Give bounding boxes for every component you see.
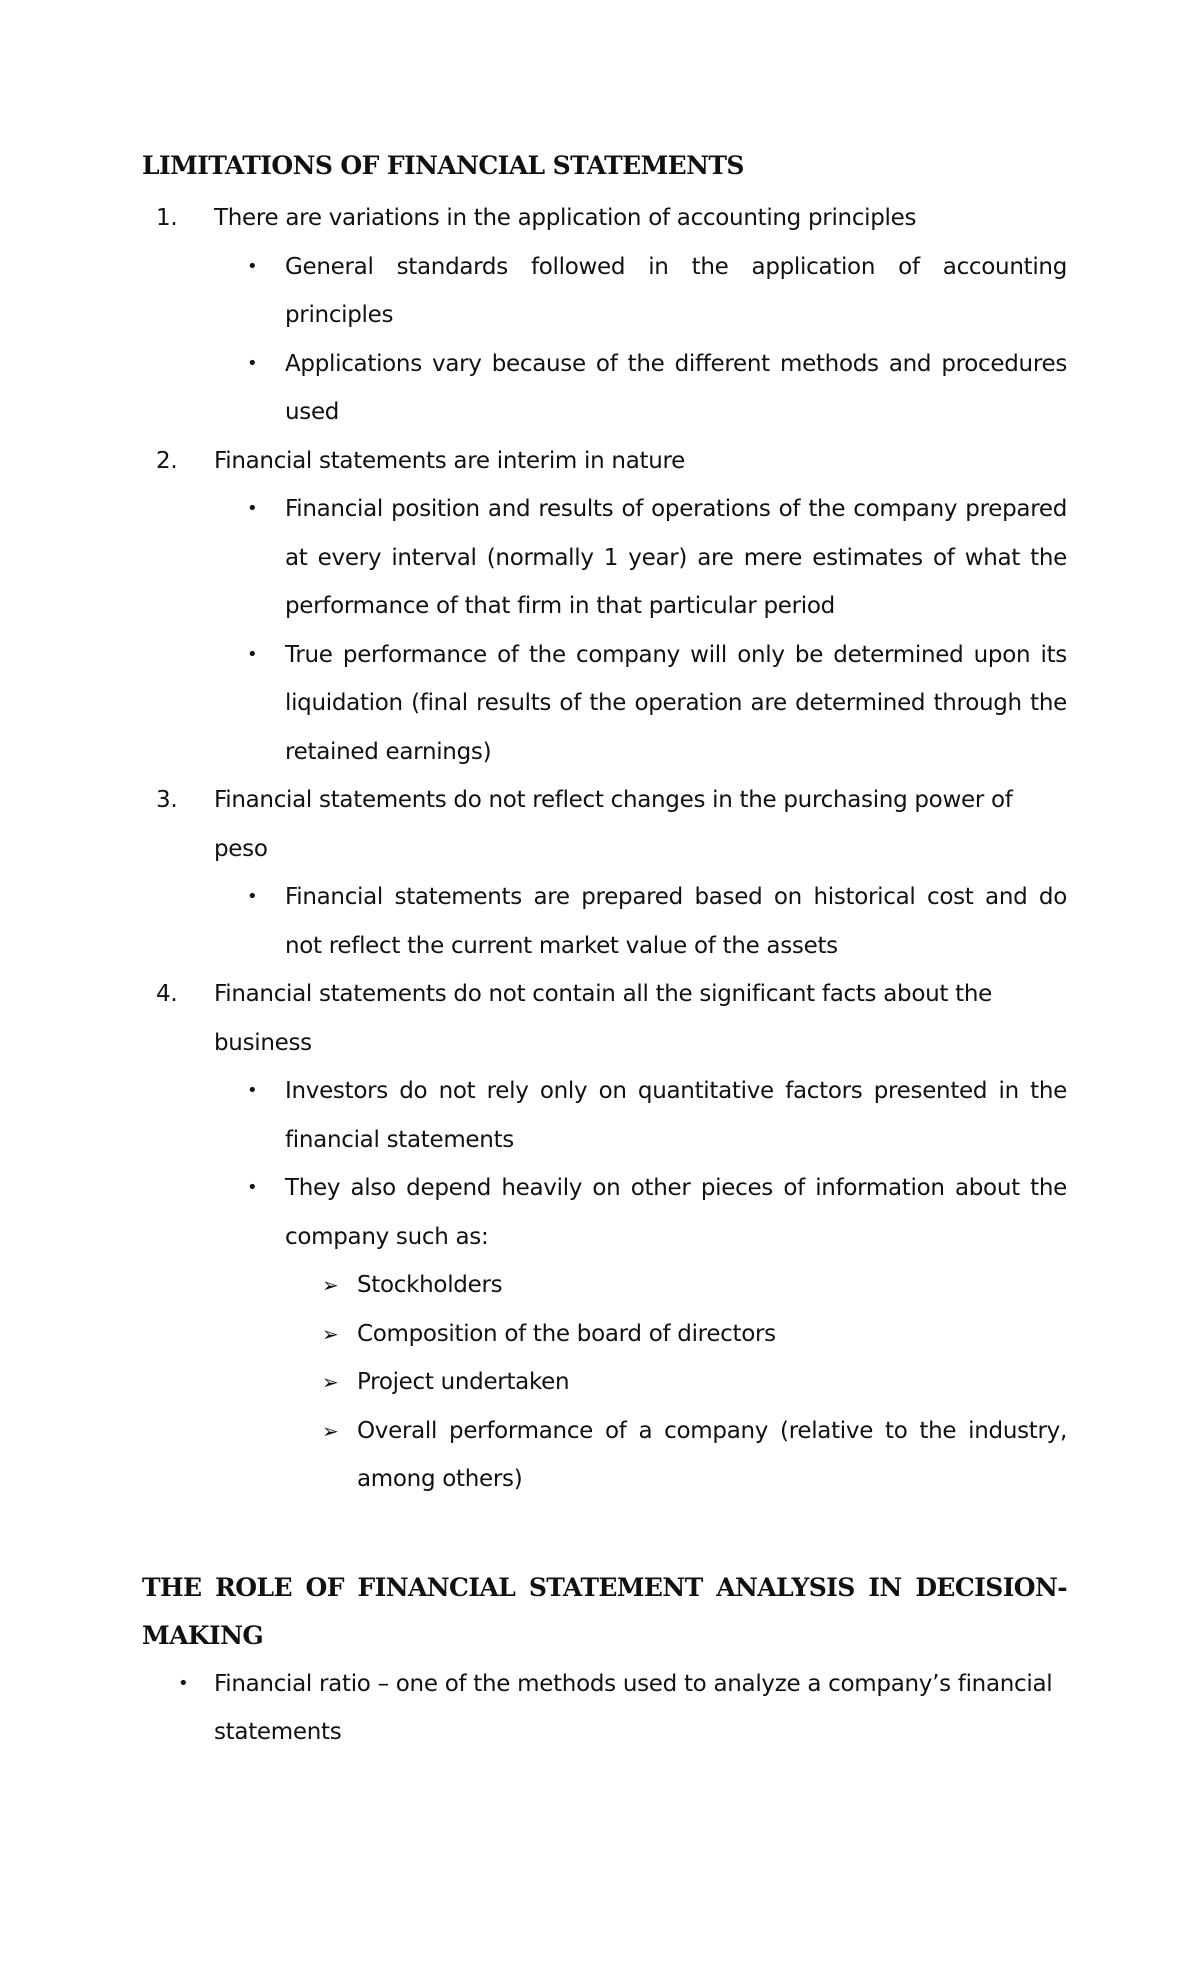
numbered-item-2 <box>142 437 1067 486</box>
sub-item-text: Project undertaken <box>357 1369 570 1395</box>
bullet-icon: • <box>247 255 258 277</box>
bullet-text: Financial position and results of operations of the company prepared at every interval (normally 1 year) are mere estimates of what the performance of that firm in that particular period <box>285 496 1067 619</box>
sub-item-text: Stockholders <box>357 1272 503 1298</box>
bullet-text: They also depend heavily on other pieces of information about the company such as: <box>285 1175 1067 1250</box>
bullet-item <box>142 485 1067 631</box>
bullet-text: Investors do not rely only on quantitative factors presented in the financial statements <box>285 1078 1067 1153</box>
arrow-bullet-icon: ➢ <box>322 1370 339 1394</box>
sub-item-text: Composition of the board of directors <box>357 1320 776 1347</box>
item-text: Financial statements do not contain all the significant facts about the business <box>214 981 992 1056</box>
bullet-icon: • <box>247 1080 258 1101</box>
arrow-bullet-icon: ➢ <box>322 1418 339 1443</box>
bullet-item <box>142 340 1067 437</box>
bullet-item <box>142 1164 1067 1261</box>
arrow-bullet-icon: ➢ <box>322 1321 339 1346</box>
bullet-text: Financial ratio – one of the methods used to analyze a company’s financial statements <box>214 1670 1053 1745</box>
item-number: 2. <box>156 447 178 474</box>
bullet-item <box>142 243 1067 340</box>
bullet-item <box>142 1067 1067 1164</box>
bullet-text: Applications vary because of the different methods and procedures used <box>285 350 1067 425</box>
sub-list-item <box>142 1358 1067 1407</box>
bullet-icon: • <box>178 1672 189 1694</box>
numbered-item-1 <box>142 194 1067 243</box>
arrow-bullet-icon: ➢ <box>322 1273 339 1297</box>
numbered-item-4 <box>142 970 1067 1067</box>
sub-list-item <box>142 1407 1067 1504</box>
section-title-role: THE ROLE OF FINANCIAL STATEMENT ANALYSIS IN DECISION-MAKING <box>142 1572 1067 1650</box>
document-content <box>142 142 1067 1757</box>
item-number: 4. <box>156 981 178 1007</box>
bullet-item <box>142 631 1067 777</box>
sub-list-item <box>142 1310 1067 1359</box>
bullet-icon: • <box>247 352 258 374</box>
sub-list-item <box>142 1261 1067 1310</box>
bullet-text: General standards followed in the application of accounting principles <box>285 253 1067 328</box>
item-number: 3. <box>156 787 178 813</box>
section-title-limitations: LIMITATIONS OF FINANCIAL STATEMENTS <box>142 151 744 180</box>
item-number: 1. <box>156 205 178 231</box>
bullet-text: True performance of the company will only be determined upon its liquidation (final results of the operation are determined through the retained earnings) <box>285 641 1067 765</box>
bullet-icon: • <box>247 498 258 519</box>
bullet-icon: • <box>247 1177 258 1198</box>
item-text: Financial statements are interim in nature <box>214 447 685 474</box>
bullet-icon: • <box>247 886 258 907</box>
bullet-item <box>142 1660 1067 1757</box>
numbered-item-3 <box>142 776 1067 873</box>
bullet-item <box>142 873 1067 970</box>
sub-item-text: Overall performance of a company (relative to the industry, among others) <box>357 1417 1067 1492</box>
bullet-text: Financial statements are prepared based on historical cost and do not reflect the current market value of the assets <box>285 884 1067 959</box>
item-text: There are variations in the application of accounting principles <box>214 205 917 231</box>
bullet-icon: • <box>247 643 258 665</box>
item-text: Financial statements do not reflect changes in the purchasing power of peso <box>214 787 1013 862</box>
